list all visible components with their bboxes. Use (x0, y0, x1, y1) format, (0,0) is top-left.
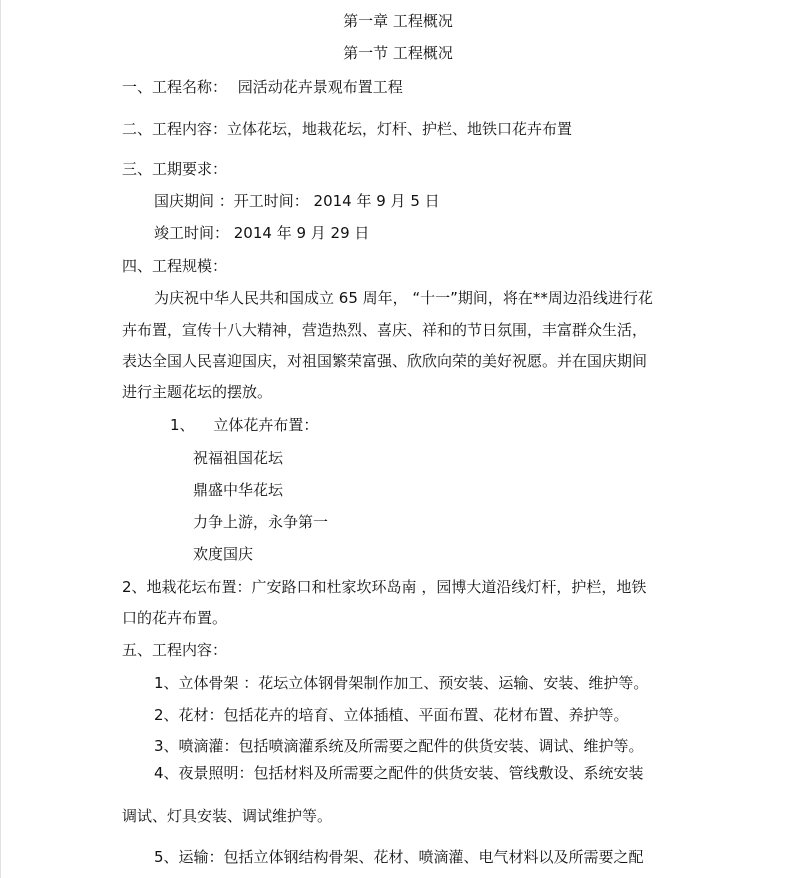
content-item: 3、喷滴灌：包括喷滴灌系统及所需要之配件的供货安装、调试、维护等。 (154, 737, 644, 755)
theme-item: 欢度国庆 (193, 545, 254, 563)
item2-line: 口的花卉布置。 (122, 609, 228, 627)
theme-item: 力争上游，永争第一 (193, 513, 329, 531)
theme-item: 鼎盛中华花坛 (193, 481, 284, 499)
period-heading: 三、工期要求： (122, 160, 228, 178)
content-heading: 五、工程内容： (122, 641, 228, 659)
scale-heading: 四、工程规模： (122, 257, 228, 275)
project-name-line (122, 77, 403, 97)
item1-line (170, 415, 318, 435)
scale-para-line: 卉布置，宣传十八大精神，营造热烈、喜庆、祥和的节日氛围，丰富群众生活， (122, 321, 648, 339)
item1-number: 1、 (170, 416, 195, 434)
item1-label: 立体花卉布置： (213, 416, 319, 434)
scale-para-line: 为庆祝中华人民共和国成立 65 周年， “十一”期间，将在**周边沿线进行花 (154, 289, 653, 307)
end-time-line: 竣工时间： 2014 年 9 月 29 日 (154, 224, 370, 242)
project-name-label: 一、工程名称： (122, 78, 228, 96)
theme-item: 祝福祖国花坛 (193, 449, 284, 467)
item2-line: 2、地栽花坛布置：广安路口和杜家坎环岛南 ，园博大道沿线灯杆，护栏，地铁 (122, 578, 647, 596)
chapter-title: 第一章 工程概况 (343, 12, 453, 30)
content-item: 2、花材：包括花卉的培育、立体插植、平面布置、花材布置、养护等。 (154, 706, 629, 724)
section-title: 第一节 工程概况 (343, 44, 453, 62)
scale-para-line: 表达全国人民喜迎国庆，对祖国繁荣富强、欣欣向荣的美好祝愿。并在国庆期间 (122, 352, 648, 370)
project-name-value: 园活动花卉景观布置工程 (237, 78, 403, 96)
content-item: 5、运输：包括立体钢结构骨架、花材、喷滴灌、电气材料以及所需要之配 (154, 848, 644, 866)
start-time-line: 国庆期间 ：开工时间： 2014 年 9 月 5 日 (154, 192, 440, 210)
page-edge (0, 0, 1, 878)
content-item-continuation: 调试、灯具安装、调试维护等。 (122, 807, 333, 825)
content-item: 4、夜景照明：包括材料及所需要之配件的供货安装、管线敷设、系统安装 (154, 764, 644, 782)
project-content-line: 二、工程内容：立体花坛，地栽花坛，灯杆、护栏、地铁口花卉布置 (122, 120, 573, 138)
scale-para-line: 进行主题花坛的摆放。 (122, 383, 273, 401)
content-item: 1、立体骨架 ：花坛立体钢骨架制作加工、预安装、运输、安装、维护等。 (154, 674, 649, 692)
